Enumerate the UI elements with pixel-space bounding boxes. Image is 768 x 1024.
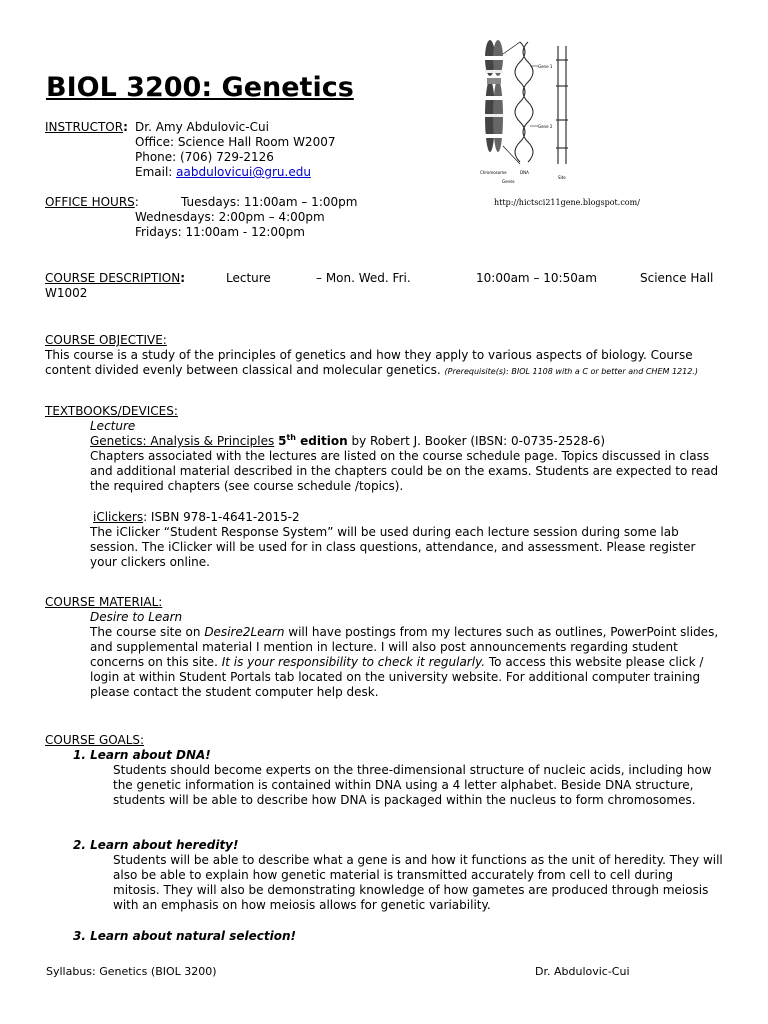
figure-label-gene2: Gene 2 (538, 124, 553, 129)
course-goals-heading: COURSE GOALS: (45, 733, 145, 747)
textbook-line (90, 434, 605, 449)
office-hours-colon: : (134, 195, 139, 209)
goal-1-heading: 1. Learn about DNA! (73, 748, 211, 762)
instructor-heading (45, 120, 128, 135)
course-material-heading: COURSE MATERIAL: (45, 595, 163, 609)
course-material-responsibility: It is your responsibility to check it regularly. (221, 655, 486, 669)
textbook-edition-num: 5 (278, 434, 287, 448)
course-description-heading (45, 271, 185, 286)
instructor-email-link[interactable]: aabdulovicui@gru.edu (176, 165, 311, 179)
course-material-text (90, 625, 720, 700)
instructor-office: Office: Science Hall Room W2007 (135, 135, 336, 149)
textbooks-subheading: Lecture (90, 419, 136, 433)
figure-label-genes: Genes (502, 179, 515, 184)
figure-label-chromosome: Chromosome (480, 170, 507, 175)
iclicker-isbn: : ISBN 978-1-4641-2015-2 (143, 510, 300, 524)
course-description-colon: : (180, 271, 185, 285)
instructor-name: Dr. Amy Abdulovic-Cui (135, 120, 269, 134)
textbooks-heading: TEXTBOOKS/DEVICES: (45, 404, 178, 418)
course-description-room: W1002 (45, 286, 88, 300)
iclicker-label: iClickers (93, 510, 144, 524)
course-material-d2l: Desire2Learn (204, 625, 285, 639)
iclicker-description: The iClicker “Student Response System” will be used during each lecture session during some lab session. The iClicker will be used for in class questions, attendance, and assessment. Please register your clickers online. (90, 525, 696, 569)
gene-strand-icon (556, 46, 568, 164)
textbook-title: Genetics: Analysis & Principles (90, 434, 275, 448)
course-material-text-a: The course site on (90, 625, 205, 639)
figure-label-site: Site (558, 175, 566, 180)
chromosome-dna-figure (476, 36, 580, 188)
course-material-text-e: To access this website please click / login at within Student Portals tab located on the university website. For additional computer training please contact the student computer help desk. (90, 655, 704, 699)
instructor-colon: : (123, 120, 128, 134)
goal-2-heading: 2. Learn about heredity! (73, 838, 239, 852)
iclicker-line (93, 510, 300, 525)
instructor-phone: Phone: (706) 729-2126 (135, 150, 274, 164)
course-description-label: COURSE DESCRIPTION (45, 271, 181, 285)
course-objective-body: This course is a study of the principles of genetics and how they apply to various aspects of biology. Course content divided evenly between classical and molecular genetics. (45, 348, 693, 377)
figure-label-dna: DNA (520, 170, 529, 175)
chromosome-icon (485, 40, 503, 152)
goal-2-text: Students will be able to describe what a gene is and how it functions as the unit of heredity. They will also be able to explain how genetic material is transmitted accurately from cell to cell during mitosis. They will also be demonstrating knowledge of how gametes are produced through meiosis with an emphasis on how meiosis allows for genetic variability. (113, 853, 723, 912)
course-description-days: – Mon. Wed. Fri. (316, 271, 411, 285)
textbook-edition-word: edition (295, 434, 348, 448)
course-description-location: Science Hall (640, 271, 714, 285)
course-objective-prereq: (Prerequisite(s): BIOL 1108 with a C or better and CHEM 1212.) (444, 367, 698, 376)
goal-3-heading: 3. Learn about natural selection! (73, 929, 296, 943)
footer-right: Dr. Abdulovic-Cui (535, 965, 630, 978)
figure-label-gene1: Gene 1 (538, 64, 553, 69)
course-objective-heading: COURSE OBJECTIVE: (45, 333, 167, 347)
footer-left: Syllabus: Genetics (BIOL 3200) (46, 965, 217, 978)
office-hours-label: OFFICE HOURS (45, 195, 135, 209)
course-material-text-c: will have postings from my lectures such as outlines, PowerPoint slides, and supplemental material I mention in lecture. I will also post announcements regarding student concerns on this site. (90, 625, 719, 669)
course-description-time: 10:00am – 10:50am (476, 271, 597, 285)
instructor-email-label: Email: (135, 165, 177, 179)
office-hours-line-1: Tuesdays: 11:00am – 1:00pm (181, 195, 358, 209)
figure-caption: http://hictsci211gene.blogspot.com/ (494, 198, 640, 207)
course-description-type: Lecture (226, 271, 271, 285)
course-objective-text (45, 348, 730, 378)
office-hours-heading (45, 195, 139, 210)
textbook-description: Chapters associated with the lectures are listed on the course schedule page. Topics discussed in class and additional material described in the chapters could be on the exams. Students are expected to read the required chapters (see course schedule /topics). (90, 449, 719, 493)
textbook-author-isbn: by Robert J. Booker (IBSN: 0-0735-2528-6) (347, 434, 606, 448)
dna-helix-icon (515, 42, 533, 162)
textbook-edition-sup: th (286, 433, 296, 442)
instructor-label: INSTRUCTOR (45, 120, 124, 134)
goal-1-text: Students should become experts on the three-dimensional structure of nucleic acids, including how the genetic information is contained within DNA using a 4 letter alphabet. Beside DNA structure, students will be able to describe how DNA is packaged within the nucleus to form chromosomes. (113, 763, 712, 807)
course-material-subheading: Desire to Learn (90, 610, 183, 624)
office-hours-line-2: Wednesdays: 2:00pm – 4:00pm (135, 210, 325, 224)
office-hours-line-3: Fridays: 11:00am - 12:00pm (135, 225, 305, 239)
page-title: BIOL 3200: Genetics (46, 72, 354, 103)
instructor-email-line (135, 165, 311, 180)
